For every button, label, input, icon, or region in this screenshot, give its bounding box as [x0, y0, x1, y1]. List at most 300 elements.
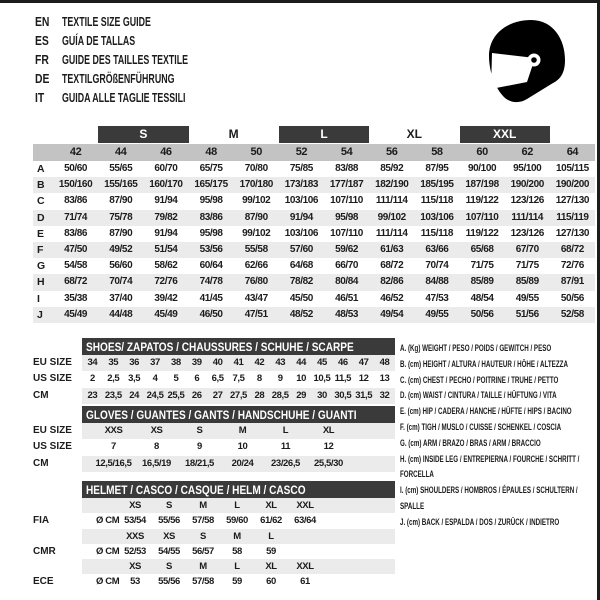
value-cell: 62/66 — [244, 260, 268, 272]
helmet-value-band — [82, 574, 395, 589]
helmet-size-row — [33, 498, 395, 513]
value-cell: 83/86 — [64, 227, 88, 239]
value-cell: 41/45 — [199, 292, 223, 304]
value-cell: 48/54 — [470, 292, 494, 304]
gloves-row — [33, 423, 395, 439]
value-cell: 43/47 — [244, 292, 268, 304]
helmet-value-band — [82, 544, 395, 559]
gloves-table-rows — [33, 423, 395, 472]
value-cell: 45/49 — [64, 308, 88, 320]
value-cell: 83/88 — [335, 163, 359, 174]
value-cell: 36 — [129, 357, 140, 368]
size-cell: L — [234, 561, 240, 573]
value-cell: 37 — [150, 357, 160, 368]
legend-item: H. (cm) INSIDE LEG / ENTREPIERNA / FOURCHE / SCHRITT / FORCELLA — [400, 453, 580, 480]
row-label: D — [37, 211, 45, 224]
value-cell: 24 — [129, 389, 140, 401]
value-cell: 107/110 — [330, 227, 363, 239]
row-label: CM — [33, 389, 49, 401]
value-cell: 51/56 — [515, 308, 539, 320]
value-cell: 123/126 — [510, 227, 544, 239]
value-cell: 105/115 — [556, 163, 589, 174]
value-cell: 107/110 — [330, 195, 363, 207]
size-group-xxl: XXL — [460, 126, 550, 143]
value-cell: 60 — [266, 576, 276, 588]
legend-item: G. (cm) ARM / BRAZO / BRAS / ARM / BRACCIO — [400, 437, 541, 448]
helmet-size-band — [82, 559, 395, 574]
value-cell: 45/50 — [289, 292, 313, 304]
value-cell: 65/68 — [470, 243, 494, 255]
unit-label: Ø CM — [96, 545, 120, 557]
shoes-value-band — [82, 371, 395, 387]
value-cell: 111/114 — [375, 227, 408, 239]
value-cell: 68/72 — [64, 276, 88, 288]
value-cell: 8 — [256, 373, 262, 385]
value-cell: 18/21,5 — [185, 457, 214, 469]
size-group-l: L — [279, 126, 369, 143]
helmet-table-title-text: HELMET / CASCO / CASQUE / HELM / CASCO — [86, 483, 306, 497]
row-label: H — [37, 276, 45, 289]
value-cell: 30 — [317, 389, 327, 401]
shoes-table — [33, 338, 395, 404]
value-cell: 83/86 — [64, 195, 88, 207]
size-cell: M — [199, 561, 207, 573]
value-cell: XL — [322, 425, 335, 436]
row-label: G — [37, 260, 46, 273]
value-cell: 34 — [87, 357, 98, 368]
value-cell: 123/126 — [510, 195, 544, 207]
value-cell: 29 — [296, 389, 306, 401]
helmet-table-title — [82, 481, 395, 498]
size-cell: M — [199, 500, 207, 511]
language-code: ES — [35, 33, 49, 48]
helmet-value-row-cmr — [33, 544, 395, 559]
value-cell: 155/165 — [104, 179, 138, 191]
size-cell: M — [233, 530, 241, 542]
value-cell: 49/52 — [109, 243, 133, 255]
value-cell: 185/195 — [420, 179, 454, 191]
value-cell: 23/26,5 — [271, 457, 300, 469]
value-cell: 103/106 — [284, 227, 319, 239]
value-cell: 70/80 — [244, 163, 268, 174]
value-cell: 66/70 — [335, 260, 359, 272]
measurement-row-f — [33, 242, 595, 258]
value-cell: 165/175 — [194, 179, 228, 191]
value-cell: 91/94 — [154, 195, 178, 207]
language-title: TEXTILE SIZE GUIDE — [62, 14, 151, 29]
value-cell: 35 — [108, 357, 119, 368]
value-cell: 107/110 — [465, 211, 499, 223]
unit-spacer — [82, 559, 118, 574]
row-label: CM — [33, 457, 49, 469]
legend-item: D. (cm) WAIST / CINTURA / TAILLE / HÜFTUNG / VITA — [400, 390, 557, 401]
value-cell: M — [238, 425, 247, 436]
gloves-table-title-text: GLOVES / GUANTES / GANTS / HANDSCHUHE / GUANTI — [86, 408, 357, 422]
value-cell: 59 — [266, 545, 276, 557]
band-spacer — [82, 423, 92, 439]
value-cell: 95/98 — [199, 227, 223, 239]
size-cell: 46 — [160, 146, 172, 158]
value-cell: 75/78 — [109, 211, 133, 223]
language-row — [35, 88, 247, 107]
value-cell: 60/70 — [154, 163, 178, 174]
value-cell: 55/56 — [158, 515, 180, 527]
helmet-value-row-fia — [33, 513, 395, 528]
value-cell: 12 — [358, 373, 369, 385]
value-cell: 87/90 — [244, 211, 268, 223]
value-cell: 177/187 — [329, 179, 364, 191]
value-cell: 20/24 — [231, 457, 254, 469]
value-cell: 68/72 — [380, 260, 404, 272]
language-code: EN — [35, 14, 50, 29]
language-row — [35, 69, 247, 88]
value-cell: 12 — [323, 441, 334, 453]
size-group-s: S — [98, 126, 188, 143]
size-cell: S — [166, 500, 172, 511]
row-label: E — [37, 227, 45, 240]
value-cell: 59/62 — [335, 243, 359, 255]
value-cell: 12,5/16,5 — [95, 457, 132, 469]
size-header-row — [33, 144, 595, 161]
helmet-value-band — [82, 513, 395, 528]
value-cell: 85/92 — [380, 163, 404, 174]
language-row — [35, 31, 247, 50]
helmet-table-rows — [33, 498, 395, 590]
size-cell: 52 — [295, 146, 308, 158]
band-spacer — [82, 439, 92, 455]
value-cell: 13 — [379, 373, 390, 385]
value-cell: 28 — [254, 389, 265, 401]
helmet-icon-svg — [487, 18, 567, 113]
value-cell: 53/54 — [124, 515, 146, 527]
legend-item: E. (cm) HIP / CADERA / HANCHE / HÜFTE / HIPS / BACINO — [400, 406, 572, 417]
helmet-value-row-ece — [33, 574, 395, 589]
language-row — [35, 50, 247, 69]
legend-item: J. (cm) BACK / ESPALDA / DOS / ZURÜCK / INDIETRO — [400, 516, 560, 527]
value-cell: 75/85 — [289, 163, 313, 174]
row-label: US SIZE — [33, 373, 72, 385]
language-code: DE — [35, 71, 50, 86]
size-cell: 62 — [521, 146, 533, 158]
value-cell: 10 — [296, 373, 306, 385]
value-cell: 46/50 — [199, 308, 223, 320]
row-label: CMR — [33, 545, 56, 557]
gloves-value-band — [82, 439, 395, 455]
shoes-value-band — [82, 388, 395, 404]
size-cell: 42 — [69, 146, 82, 158]
value-cell: 11,5 — [334, 373, 352, 385]
value-cell: 68/72 — [560, 243, 584, 255]
value-cell: 31,5 — [355, 389, 373, 401]
value-cell: 8 — [154, 441, 159, 453]
value-cell: 23,5 — [104, 389, 122, 401]
row-label: EU SIZE — [33, 425, 72, 436]
measurement-row-a — [33, 161, 595, 177]
value-cell: 9 — [277, 373, 283, 385]
unit-label: Ø CM — [96, 576, 120, 588]
size-group-xl: XL — [406, 127, 422, 141]
value-cell: 72/76 — [560, 260, 584, 272]
language-row — [35, 12, 247, 31]
helmet-size-row — [33, 529, 395, 544]
shoes-row — [33, 388, 395, 404]
value-cell: L — [282, 425, 289, 436]
value-cell: 52/53 — [124, 545, 146, 557]
value-cell: 45/49 — [154, 308, 178, 320]
value-cell: 53 — [130, 576, 140, 588]
value-cell: 9 — [197, 441, 202, 453]
value-cell: 57/58 — [192, 515, 214, 527]
value-cell: 48 — [379, 357, 390, 368]
value-cell: 63/64 — [294, 515, 316, 527]
row-label: US SIZE — [33, 441, 72, 453]
shoes-row — [33, 371, 395, 387]
size-cell: 56 — [386, 146, 398, 158]
measurement-row-d — [33, 210, 595, 226]
value-cell: 54/58 — [64, 260, 88, 272]
language-title-list — [35, 12, 247, 107]
unit-label: Ø CM — [96, 515, 120, 527]
legend-item: A. (Kg) WEIGHT / PESO / POIDS / GEWITCH / PESO — [400, 343, 552, 353]
row-label-spacer — [33, 498, 82, 513]
language-title: TEXTILGRÖßENFÜHRUNG — [62, 71, 175, 86]
value-cell: 47/50 — [64, 243, 88, 255]
value-cell: 87/90 — [109, 227, 133, 239]
row-label: F — [37, 243, 44, 256]
value-cell: 46 — [337, 357, 348, 368]
value-cell: 45 — [317, 357, 327, 368]
value-cell: 58/62 — [154, 260, 178, 272]
value-cell: 24,5 — [146, 389, 164, 401]
value-cell: 99/102 — [242, 195, 271, 207]
value-cell: 50/60 — [64, 163, 88, 174]
shoes-table-rows — [33, 355, 395, 404]
value-cell: 10 — [237, 441, 248, 453]
value-cell: 27,5 — [230, 389, 247, 401]
value-cell: 44/48 — [109, 308, 133, 320]
value-cell: 7 — [111, 441, 116, 453]
value-cell: 55/58 — [244, 243, 268, 255]
row-label: A — [37, 163, 45, 175]
value-cell: 25,5 — [167, 389, 185, 401]
unit-spacer — [82, 529, 118, 544]
value-cell: 56/57 — [192, 545, 214, 557]
value-cell: 57/58 — [192, 576, 214, 588]
value-cell: 83/86 — [199, 211, 223, 223]
value-cell: 49/54 — [380, 308, 404, 320]
legend-item: I. (cm) SHOULDERS / HOMBROS / ÉPAULES / SCHULTERN / SPALLE — [400, 485, 578, 511]
value-cell: 65/75 — [199, 163, 223, 174]
value-cell: S — [196, 425, 203, 436]
value-cell: 47/51 — [244, 308, 268, 320]
value-cell: 115/119 — [556, 211, 589, 223]
legend-item: F. (cm) TIGH / MUSLO / CUISSE / SCHENKEL / COSCIA — [400, 421, 562, 432]
value-cell: 60/64 — [199, 260, 223, 272]
value-cell: 38 — [171, 357, 181, 368]
size-cell: 50 — [250, 146, 262, 158]
value-cell: XXS — [104, 425, 123, 436]
value-cell: 173/183 — [284, 179, 319, 191]
size-cell: XXL — [296, 561, 314, 573]
language-title: GUÍA DE TALLAS — [62, 33, 136, 48]
value-cell: 67/70 — [515, 243, 539, 255]
value-cell: 87/95 — [425, 163, 449, 174]
value-cell: 99/102 — [377, 211, 406, 223]
size-cell: XXS — [126, 530, 144, 542]
value-cell: 90/100 — [467, 163, 497, 174]
value-cell: 82/86 — [380, 276, 404, 288]
size-cell: XL — [265, 561, 277, 573]
size-cell: 44 — [115, 146, 127, 158]
value-cell: 4 — [152, 373, 158, 385]
value-cell: 85/89 — [470, 276, 494, 288]
value-cell: 50/56 — [470, 308, 494, 320]
value-cell: 48/53 — [335, 308, 359, 320]
value-cell: 6,5 — [211, 373, 224, 385]
row-label: B — [37, 179, 45, 192]
shoes-table-title-text: SHOES/ ZAPATOS / CHAUSSURES / SCHUHE / SCARPE — [86, 340, 354, 354]
size-group-row — [33, 126, 595, 143]
size-cell — [288, 529, 322, 544]
value-cell: 80/84 — [335, 276, 359, 288]
size-cell: 48 — [205, 146, 217, 158]
value-cell: 2,5 — [107, 373, 120, 385]
value-cell: 46/52 — [380, 292, 404, 304]
value-cell: 76/80 — [244, 276, 268, 288]
unit-spacer — [82, 498, 118, 513]
value-cell: 5 — [173, 373, 179, 385]
value-cell: 115/118 — [420, 227, 454, 239]
value-cell: 47 — [358, 357, 369, 368]
measurement-row-g — [33, 258, 595, 274]
value-cell: 91/94 — [289, 211, 313, 223]
value-cell: 3,5 — [128, 373, 141, 385]
value-cell: 40 — [212, 357, 223, 368]
language-code: IT — [35, 90, 45, 105]
language-title: GUIDA ALLE TAGLIE TESSILI — [62, 90, 186, 105]
value-cell: 99/102 — [242, 227, 271, 239]
value-cell: 182/190 — [375, 179, 409, 191]
gloves-row — [33, 456, 395, 472]
value-cell: 55/65 — [109, 163, 133, 174]
size-cell: XXL — [296, 500, 314, 511]
value-cell: 32 — [379, 389, 390, 401]
value-cell: 61/62 — [260, 515, 282, 527]
gloves-row — [33, 439, 395, 455]
value-cell: 30,5 — [334, 389, 352, 401]
value-cell: 95/98 — [199, 195, 223, 207]
value-cell: 160/170 — [149, 179, 183, 191]
value-cell: 64/68 — [289, 260, 313, 272]
value-cell: 190/200 — [510, 179, 544, 191]
size-cell: S — [200, 530, 206, 542]
size-cell: XS — [129, 561, 141, 573]
value-cell: 52/58 — [560, 308, 584, 320]
size-cell: L — [268, 530, 274, 542]
value-cell: 59/60 — [226, 515, 248, 527]
value-cell: 115/118 — [420, 195, 454, 207]
row-label: EU SIZE — [33, 357, 72, 368]
legend-item: B. (cm) HEIGHT / ALTURA / HAUTEUR / HÖHE / ALTEZZA — [400, 358, 568, 369]
value-cell: 51/54 — [154, 243, 178, 255]
value-cell: 190/200 — [555, 179, 590, 191]
value-cell: 56/60 — [109, 260, 133, 272]
row-label: J — [37, 308, 43, 321]
row-label: C — [37, 195, 45, 208]
size-group-m: M — [228, 127, 239, 141]
size-cell: 54 — [340, 146, 353, 158]
value-cell: 46/51 — [335, 292, 359, 304]
value-cell: 95/100 — [513, 163, 542, 174]
value-cell: 119/122 — [465, 195, 499, 207]
value-cell: 71/75 — [470, 260, 494, 272]
value-cell: 10,5 — [313, 373, 331, 385]
helmet-size-band — [82, 529, 395, 544]
value-cell: 85/89 — [515, 276, 539, 288]
value-cell: 170/180 — [239, 179, 273, 191]
measurement-row-i — [33, 291, 595, 307]
value-cell: 103/106 — [420, 211, 454, 223]
value-cell: 27 — [212, 389, 223, 401]
value-cell: 44 — [296, 357, 306, 368]
value-cell: XS — [150, 425, 163, 436]
value-cell: 87/90 — [109, 195, 133, 207]
value-cell: 57/60 — [289, 243, 313, 255]
value-cell: 43 — [275, 357, 286, 368]
value-cell: 42 — [254, 357, 265, 368]
measurement-row-b — [33, 177, 595, 193]
helmet-size-row — [33, 559, 395, 574]
value-cell: 55/56 — [158, 576, 180, 588]
value-cell: 71/75 — [515, 260, 539, 272]
size-cell: 64 — [566, 146, 579, 158]
value-cell: 53/56 — [199, 243, 223, 255]
size-cell: XS — [129, 500, 141, 511]
value-cell: 103/106 — [284, 195, 319, 207]
value-cell: 50/56 — [560, 292, 584, 304]
value-cell: 78/82 — [289, 276, 313, 288]
helmet-icon — [487, 18, 567, 113]
value-cell: 150/160 — [58, 179, 93, 191]
size-cell: XL — [265, 500, 277, 511]
value-cell: 72/76 — [154, 276, 178, 288]
value-cell: 2 — [89, 373, 95, 385]
value-cell: 39/42 — [154, 292, 178, 304]
value-cell: 70/74 — [425, 260, 449, 272]
row-label: FIA — [33, 515, 50, 527]
value-cell: 54/55 — [158, 545, 180, 557]
gloves-value-band — [82, 456, 395, 472]
size-cell: 58 — [431, 146, 443, 158]
band-spacer — [82, 456, 92, 472]
value-cell: 70/74 — [109, 276, 133, 288]
value-cell: 7,5 — [232, 373, 245, 385]
size-cell: XS — [163, 530, 175, 542]
value-cell: 58 — [232, 545, 242, 557]
value-cell: 84/88 — [425, 276, 449, 288]
value-cell: 119/122 — [465, 227, 499, 239]
measurement-row-c — [33, 193, 595, 209]
value-cell: 187/198 — [465, 179, 499, 191]
language-code: FR — [35, 52, 49, 67]
value-cell: 79/82 — [154, 211, 178, 223]
value-cell: 111/114 — [375, 195, 408, 207]
value-cell: 49/55 — [515, 292, 539, 304]
size-cell: L — [234, 500, 240, 511]
gloves-table-title — [82, 406, 395, 423]
value-cell: 28,5 — [271, 389, 289, 401]
value-cell: 74/78 — [199, 276, 223, 288]
